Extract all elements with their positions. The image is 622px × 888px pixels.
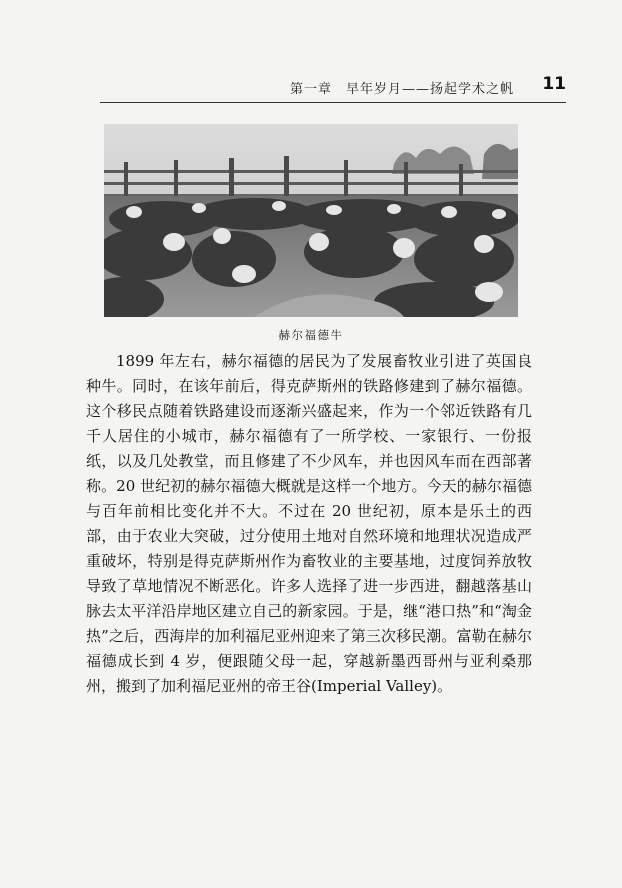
cattle-photo xyxy=(104,124,518,317)
figure-caption: 赫尔福德牛 xyxy=(278,328,344,342)
page-header xyxy=(100,72,566,103)
running-head: 第一章 早年岁月——扬起学术之帆 xyxy=(289,82,514,97)
page-number: 11 xyxy=(542,74,566,94)
body-paragraph: 1899 年左右，赫尔福德的居民为了发展畜牧业引进了英国良种牛。同时，在该年前后，得克萨斯州的铁路修建到了赫尔福德。这个移民点随着铁路建设而逐渐兴盛起来，作为一个邻近铁路有几千人居住的小城市，赫尔福德有了一所学校、一家银行、一份报纸，以及几处教堂，而且修建了不少风车，并也因风车而在西部著称。20 世纪初的赫尔福德大概就是这样一个地方。今天的赫尔福德与百年前相比变化并不大。不过在 20 世纪初，原本是乐土的西部，由于农业大突破，过分使用土地对自然环境和地理状况造成严重破坏，特别是得克萨斯州作为畜牧业的主要基地，过度饲养放牧导致了草地情况不断恶化。许多人选择了进一步西进，翻越落基山脉去太平洋沿岸地区建立自己的新家园。于是，继“港口热”和“淘金热”之后，西海岸的加利福尼亚州迎来了第三次移民潮。富勒在赫尔福德成长到 4 岁，便跟随父母一起，穿越新墨西哥州与亚利桑那州，搬到了加利福尼亚州的帝王谷(Imperial Valley)。 xyxy=(86,352,532,695)
